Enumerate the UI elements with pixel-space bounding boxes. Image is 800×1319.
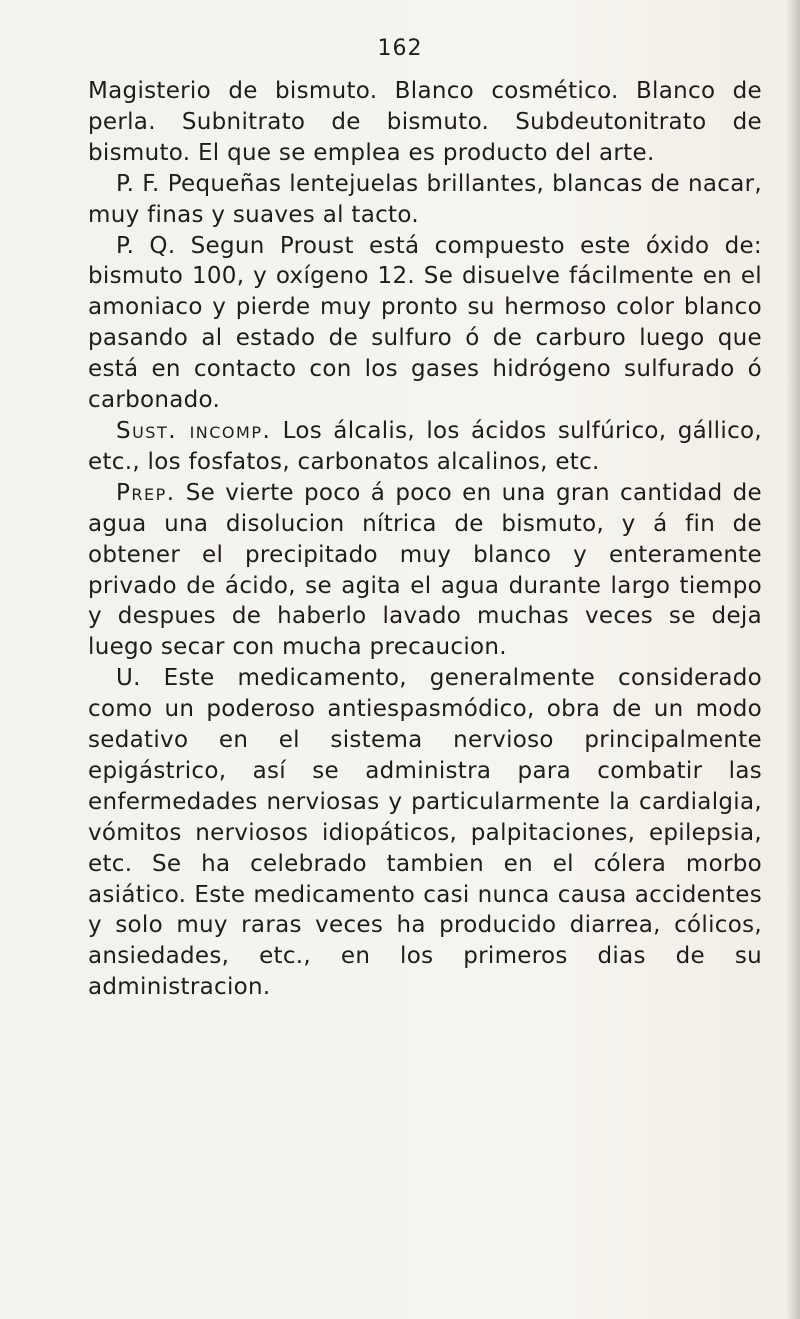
paragraph-physical-properties	[88, 169, 762, 231]
paragraph-text: Segun Proust está compuesto este óxido de: bismuto 100, y oxígeno 12. Se disuelve fácilmente en el amoniaco y pierde muy pronto su hermoso color blanco pasando al estado de sulfuro ó de carburo luego que está en contacto con los gases hidrógeno sulfurado ó carbonado.	[88, 232, 762, 414]
paragraph-text: Los álcalis, los ácidos sulfúrico, gállico, etc., los fosfatos, carbonatos alcalinos, etc.	[88, 417, 762, 475]
paragraph-text: Pequeñas lentejuelas brillantes, blancas de nacar, muy finas y suaves al tacto.	[88, 170, 762, 228]
body-text	[88, 76, 762, 1003]
section-lead: U.	[116, 665, 141, 692]
page-number: 162	[377, 36, 423, 61]
paragraph-incompatible-substances	[88, 416, 762, 478]
paragraph-text: Se vierte poco á poco en una gran cantidad de agua una disolucion nítrica de bismuto, y á fin de obtener el precipitado muy blanco y enteramente privado de ácido, se agita el agua durante largo tiempo y despues de haberlo lavado muchas veces se deja luego secar con mucha precaucion.	[88, 479, 762, 661]
section-lead: P. Q.	[116, 232, 176, 259]
paragraph-preparation	[88, 478, 762, 663]
section-lead: P. F.	[116, 170, 160, 197]
paragraph-synonyms	[88, 76, 762, 169]
paragraph-uses	[88, 663, 762, 1003]
paragraph-chemical-properties	[88, 231, 762, 416]
paragraph-text: Este medicamento, generalmente considerado como un poderoso antiespasmódico, obra de un modo sedativo en el sistema nervioso principalmente epigástrico, así se administra para combatir las enfermedades nerviosas y particularmente la cardialgia, vómitos nerviosos idiopáticos, palpitaciones, epilepsia, etc. Se ha celebrado tambien en el cólera morbo asiático. Este medicamento casi nunca causa accidentes y solo muy raras veces ha producido diarrea, cólicos, ansiedades, etc., en los primeros dias de su administracion.	[88, 665, 762, 1001]
page-edge-shadow	[786, 0, 800, 1319]
paragraph-text: Magisterio de bismuto. Blanco cosmético. Blanco de perla. Subnitrato de bismuto. Subdeutonitrato de bismuto. El que se emplea es producto del arte.	[88, 78, 762, 166]
section-lead: Sust. incomp.	[116, 417, 272, 444]
section-lead: Prep.	[116, 479, 176, 506]
